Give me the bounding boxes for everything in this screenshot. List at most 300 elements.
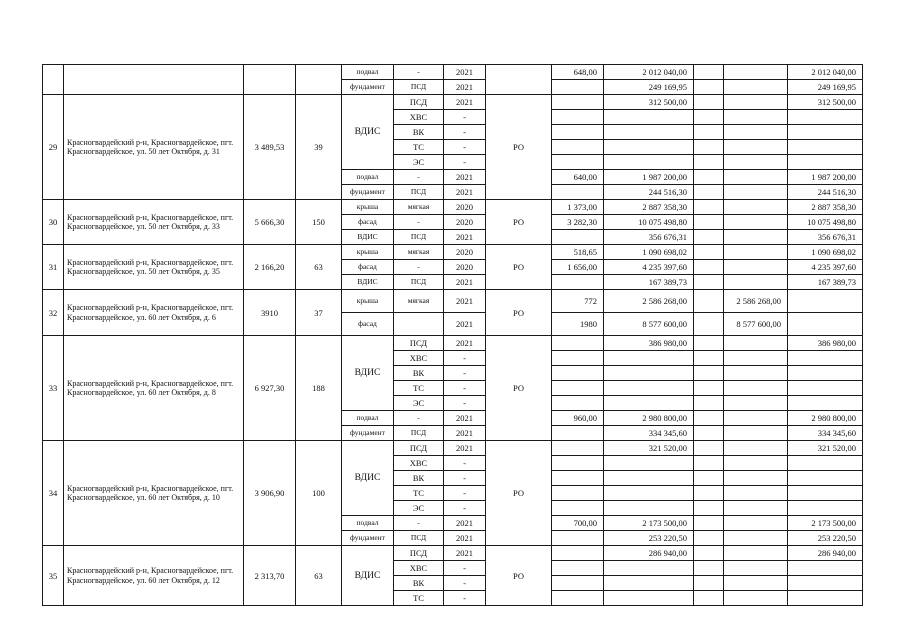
year-cell: 2021	[444, 426, 486, 441]
area-cell: 3 906,90	[244, 441, 296, 546]
residents-cell: 150	[296, 200, 342, 245]
cost-cell	[604, 486, 694, 501]
extra-cell	[694, 65, 724, 80]
extra-cost-cell	[724, 245, 788, 260]
extra-cell	[694, 576, 724, 591]
area-cell	[244, 65, 296, 95]
address-cell: Красногвардейский р-н, Красногвардейское, пгт. Красногвардейское, ул. 60 лет Октября, д. 6	[64, 290, 244, 336]
work-type-cell: ВДИС	[342, 95, 394, 170]
total-cell	[788, 396, 863, 411]
year-cell: -	[444, 125, 486, 140]
extra-cell	[694, 185, 724, 200]
year-cell: -	[444, 110, 486, 125]
total-cell	[788, 140, 863, 155]
extra-cost-cell	[724, 260, 788, 275]
total-cell	[788, 501, 863, 516]
material-cell: ВК	[394, 576, 444, 591]
quantity-cell	[552, 155, 604, 170]
cost-cell: 253 220,50	[604, 531, 694, 546]
residents-cell: 100	[296, 441, 342, 546]
cost-cell: 356 676,31	[604, 230, 694, 245]
work-type-cell: крыша	[342, 200, 394, 215]
material-cell: -	[394, 260, 444, 275]
table-row	[43, 290, 863, 313]
total-cell	[788, 351, 863, 366]
year-cell: -	[444, 501, 486, 516]
total-cell: 1 090 698,02	[788, 245, 863, 260]
material-cell: -	[394, 411, 444, 426]
total-cell	[788, 561, 863, 576]
cost-cell	[604, 366, 694, 381]
extra-cell	[694, 516, 724, 531]
residents-cell: 39	[296, 95, 342, 200]
work-type-cell: подвал	[342, 411, 394, 426]
extra-cost-cell	[724, 200, 788, 215]
extra-cost-cell	[724, 471, 788, 486]
quantity-cell	[552, 396, 604, 411]
extra-cost-cell	[724, 366, 788, 381]
material-cell: ТС	[394, 140, 444, 155]
funding-source-cell: РО	[486, 290, 552, 336]
year-cell: -	[444, 351, 486, 366]
cost-cell	[604, 155, 694, 170]
cost-cell	[604, 561, 694, 576]
extra-cell	[694, 140, 724, 155]
extra-cost-cell	[724, 441, 788, 456]
row-number: 31	[43, 245, 64, 290]
year-cell: -	[444, 471, 486, 486]
quantity-cell	[552, 275, 604, 290]
address-cell: Красногвардейский р-н, Красногвардейское, пгт. Красногвардейское, ул. 50 лет Октября, д. 31	[64, 95, 244, 200]
work-type-cell: фасад	[342, 313, 394, 336]
work-type-cell: ВДИС	[342, 336, 394, 411]
quantity-cell	[552, 456, 604, 471]
total-cell: 249 169,95	[788, 80, 863, 95]
extra-cell	[694, 200, 724, 215]
year-cell: -	[444, 561, 486, 576]
table-row	[43, 200, 863, 215]
total-cell: 4 235 397,60	[788, 260, 863, 275]
material-cell: ПСД	[394, 80, 444, 95]
cost-cell: 2 887 358,30	[604, 200, 694, 215]
work-type-cell: ВДИС	[342, 546, 394, 606]
cost-cell: 2 173 500,00	[604, 516, 694, 531]
area-cell: 3 489,53	[244, 95, 296, 200]
extra-cost-cell	[724, 170, 788, 185]
total-cell	[788, 456, 863, 471]
cost-cell	[604, 576, 694, 591]
funding-source-cell: РО	[486, 546, 552, 606]
extra-cost-cell	[724, 591, 788, 606]
extra-cost-cell: 2 586 268,00	[724, 290, 788, 313]
extra-cost-cell	[724, 456, 788, 471]
total-cell	[788, 313, 863, 336]
quantity-cell: 640,00	[552, 170, 604, 185]
material-cell: -	[394, 516, 444, 531]
row-number: 33	[43, 336, 64, 441]
row-number	[43, 65, 64, 95]
total-cell: 2 173 500,00	[788, 516, 863, 531]
area-cell: 2 313,70	[244, 546, 296, 606]
extra-cell	[694, 471, 724, 486]
cost-cell: 1 090 698,02	[604, 245, 694, 260]
cost-cell: 2 012 040,00	[604, 65, 694, 80]
material-cell: ЭС	[394, 155, 444, 170]
area-cell: 2 166,20	[244, 245, 296, 290]
cost-cell: 286 940,00	[604, 546, 694, 561]
funding-source-cell: РО	[486, 441, 552, 546]
row-number: 32	[43, 290, 64, 336]
year-cell: 2021	[444, 95, 486, 110]
total-cell	[788, 110, 863, 125]
extra-cell	[694, 501, 724, 516]
table-row	[43, 65, 863, 80]
total-cell: 244 516,30	[788, 185, 863, 200]
quantity-cell	[552, 336, 604, 351]
quantity-cell: 1 373,00	[552, 200, 604, 215]
extra-cost-cell	[724, 576, 788, 591]
extra-cell	[694, 411, 724, 426]
extra-cost-cell	[724, 230, 788, 245]
area-cell: 6 927,30	[244, 336, 296, 441]
total-cell	[788, 486, 863, 501]
material-cell: ТС	[394, 591, 444, 606]
extra-cost-cell	[724, 336, 788, 351]
year-cell: -	[444, 366, 486, 381]
quantity-cell	[552, 561, 604, 576]
year-cell: -	[444, 486, 486, 501]
residents-cell: 37	[296, 290, 342, 336]
material-cell: ЭС	[394, 396, 444, 411]
work-type-cell: фундамент	[342, 80, 394, 95]
work-type-cell: подвал	[342, 516, 394, 531]
material-cell: -	[394, 170, 444, 185]
cost-cell: 4 235 397,60	[604, 260, 694, 275]
cost-cell	[604, 471, 694, 486]
quantity-cell: 1980	[552, 313, 604, 336]
extra-cell	[694, 155, 724, 170]
extra-cell	[694, 170, 724, 185]
total-cell: 2 980 800,00	[788, 411, 863, 426]
table-row	[43, 441, 863, 456]
cost-cell	[604, 501, 694, 516]
cost-cell	[604, 125, 694, 140]
quantity-cell: 1 656,00	[552, 260, 604, 275]
extra-cost-cell	[724, 80, 788, 95]
extra-cost-cell	[724, 516, 788, 531]
table-row	[43, 336, 863, 351]
row-number: 30	[43, 200, 64, 245]
cost-cell: 312 500,00	[604, 95, 694, 110]
year-cell: 2021	[444, 170, 486, 185]
extra-cost-cell	[724, 110, 788, 125]
quantity-cell	[552, 110, 604, 125]
material-cell: ХВС	[394, 456, 444, 471]
material-cell: ХВС	[394, 110, 444, 125]
extra-cell	[694, 561, 724, 576]
year-cell: -	[444, 456, 486, 471]
quantity-cell	[552, 576, 604, 591]
extra-cell	[694, 441, 724, 456]
table-row	[43, 245, 863, 260]
quantity-cell	[552, 140, 604, 155]
residents-cell: 188	[296, 336, 342, 441]
year-cell: 2021	[444, 531, 486, 546]
cost-cell	[604, 396, 694, 411]
material-cell: ЭС	[394, 501, 444, 516]
extra-cell	[694, 95, 724, 110]
quantity-cell	[552, 531, 604, 546]
extra-cost-cell	[724, 426, 788, 441]
quantity-cell	[552, 546, 604, 561]
work-type-cell: крыша	[342, 290, 394, 313]
extra-cell	[694, 125, 724, 140]
extra-cost-cell	[724, 561, 788, 576]
work-type-cell: фундамент	[342, 531, 394, 546]
extra-cell	[694, 351, 724, 366]
material-cell: ХВС	[394, 351, 444, 366]
total-cell: 312 500,00	[788, 95, 863, 110]
total-cell	[788, 290, 863, 313]
extra-cost-cell	[724, 140, 788, 155]
cost-cell: 2 980 800,00	[604, 411, 694, 426]
work-type-cell: фасад	[342, 260, 394, 275]
funding-source-cell: РО	[486, 336, 552, 441]
cost-cell: 249 169,95	[604, 80, 694, 95]
funding-source-cell: РО	[486, 245, 552, 290]
extra-cell	[694, 456, 724, 471]
work-type-cell: крыша	[342, 245, 394, 260]
material-cell: ПСД	[394, 95, 444, 110]
row-number: 35	[43, 546, 64, 606]
quantity-cell	[552, 366, 604, 381]
material-cell: -	[394, 65, 444, 80]
year-cell: -	[444, 576, 486, 591]
material-cell	[394, 313, 444, 336]
year-cell: -	[444, 591, 486, 606]
extra-cell	[694, 381, 724, 396]
cost-cell: 321 520,00	[604, 441, 694, 456]
total-cell	[788, 471, 863, 486]
material-cell: ПСД	[394, 275, 444, 290]
year-cell: 2021	[444, 441, 486, 456]
year-cell: 2021	[444, 230, 486, 245]
material-cell: -	[394, 215, 444, 230]
year-cell: -	[444, 155, 486, 170]
cost-cell: 2 586 268,00	[604, 290, 694, 313]
quantity-cell	[552, 426, 604, 441]
quantity-cell: 960,00	[552, 411, 604, 426]
work-type-cell: подвал	[342, 65, 394, 80]
extra-cell	[694, 313, 724, 336]
year-cell: 2020	[444, 245, 486, 260]
material-cell: ПСД	[394, 230, 444, 245]
work-type-cell: ВДИС	[342, 441, 394, 516]
repair-program-table	[42, 64, 863, 606]
extra-cost-cell	[724, 275, 788, 290]
year-cell: 2021	[444, 275, 486, 290]
extra-cell	[694, 110, 724, 125]
total-cell	[788, 125, 863, 140]
funding-source-cell: РО	[486, 200, 552, 245]
quantity-cell: 700,00	[552, 516, 604, 531]
extra-cost-cell	[724, 215, 788, 230]
year-cell: -	[444, 140, 486, 155]
total-cell	[788, 576, 863, 591]
material-cell: ТС	[394, 381, 444, 396]
extra-cell	[694, 426, 724, 441]
total-cell	[788, 366, 863, 381]
extra-cost-cell	[724, 351, 788, 366]
material-cell: мягкая	[394, 200, 444, 215]
area-cell: 5 666,30	[244, 200, 296, 245]
extra-cell	[694, 366, 724, 381]
quantity-cell	[552, 125, 604, 140]
work-type-cell: ВДИС	[342, 230, 394, 245]
address-cell: Красногвардейский р-н, Красногвардейское, пгт. Красногвардейское, ул. 60 лет Октября, д. 8	[64, 336, 244, 441]
material-cell: ПСД	[394, 546, 444, 561]
cost-cell	[604, 140, 694, 155]
extra-cell	[694, 531, 724, 546]
address-cell: Красногвардейский р-н, Красногвардейское, пгт. Красногвардейское, ул. 50 лет Октября, д. 33	[64, 200, 244, 245]
extra-cell	[694, 396, 724, 411]
cost-cell	[604, 110, 694, 125]
material-cell: ПСД	[394, 531, 444, 546]
extra-cost-cell: 8 577 600,00	[724, 313, 788, 336]
year-cell: 2021	[444, 313, 486, 336]
total-cell: 286 940,00	[788, 546, 863, 561]
year-cell: 2021	[444, 290, 486, 313]
extra-cost-cell	[724, 411, 788, 426]
year-cell: 2021	[444, 80, 486, 95]
material-cell: ПСД	[394, 185, 444, 200]
year-cell: 2020	[444, 215, 486, 230]
total-cell: 386 980,00	[788, 336, 863, 351]
work-type-cell: фундамент	[342, 185, 394, 200]
year-cell: -	[444, 381, 486, 396]
total-cell: 356 676,31	[788, 230, 863, 245]
address-cell: Красногвардейский р-н, Красногвардейское, пгт. Красногвардейское, ул. 50 лет Октября, д. 35	[64, 245, 244, 290]
material-cell: ВК	[394, 366, 444, 381]
extra-cost-cell	[724, 125, 788, 140]
extra-cost-cell	[724, 546, 788, 561]
extra-cost-cell	[724, 65, 788, 80]
quantity-cell	[552, 95, 604, 110]
quantity-cell	[552, 501, 604, 516]
material-cell: ВК	[394, 125, 444, 140]
table-row	[43, 546, 863, 561]
extra-cell	[694, 275, 724, 290]
total-cell	[788, 155, 863, 170]
total-cell: 2 012 040,00	[788, 65, 863, 80]
year-cell: 2021	[444, 65, 486, 80]
extra-cell	[694, 230, 724, 245]
extra-cost-cell	[724, 486, 788, 501]
extra-cost-cell	[724, 185, 788, 200]
cost-cell: 10 075 498,80	[604, 215, 694, 230]
material-cell: ТС	[394, 486, 444, 501]
extra-cost-cell	[724, 381, 788, 396]
total-cell	[788, 381, 863, 396]
total-cell: 253 220,50	[788, 531, 863, 546]
year-cell: -	[444, 396, 486, 411]
year-cell: 2021	[444, 516, 486, 531]
material-cell: ПСД	[394, 441, 444, 456]
material-cell: ПСД	[394, 426, 444, 441]
extra-cell	[694, 215, 724, 230]
total-cell: 321 520,00	[788, 441, 863, 456]
extra-cell	[694, 591, 724, 606]
extra-cost-cell	[724, 95, 788, 110]
address-cell: Красногвардейский р-н, Красногвардейское, пгт. Красногвардейское, ул. 60 лет Октября, д. 12	[64, 546, 244, 606]
row-number: 34	[43, 441, 64, 546]
table-row	[43, 95, 863, 110]
quantity-cell	[552, 351, 604, 366]
quantity-cell	[552, 381, 604, 396]
year-cell: 2021	[444, 185, 486, 200]
total-cell: 1 987 200,00	[788, 170, 863, 185]
residents-cell: 63	[296, 245, 342, 290]
total-cell: 10 075 498,80	[788, 215, 863, 230]
cost-cell	[604, 351, 694, 366]
quantity-cell: 3 282,30	[552, 215, 604, 230]
cost-cell: 167 389,73	[604, 275, 694, 290]
total-cell: 334 345,60	[788, 426, 863, 441]
year-cell: 2021	[444, 411, 486, 426]
total-cell: 2 887 358,30	[788, 200, 863, 215]
work-type-cell: подвал	[342, 170, 394, 185]
extra-cell	[694, 245, 724, 260]
material-cell: ХВС	[394, 561, 444, 576]
year-cell: 2021	[444, 336, 486, 351]
total-cell	[788, 591, 863, 606]
cost-cell	[604, 456, 694, 471]
extra-cell	[694, 290, 724, 313]
material-cell: ПСД	[394, 336, 444, 351]
quantity-cell	[552, 441, 604, 456]
quantity-cell	[552, 486, 604, 501]
cost-cell: 244 516,30	[604, 185, 694, 200]
year-cell: 2021	[444, 546, 486, 561]
quantity-cell	[552, 185, 604, 200]
quantity-cell: 772	[552, 290, 604, 313]
funding-source-cell	[486, 65, 552, 95]
funding-source-cell: РО	[486, 95, 552, 200]
cost-cell: 8 577 600,00	[604, 313, 694, 336]
quantity-cell	[552, 471, 604, 486]
material-cell: мягкая	[394, 245, 444, 260]
residents-cell: 63	[296, 546, 342, 606]
address-cell	[64, 65, 244, 95]
extra-cost-cell	[724, 396, 788, 411]
area-cell: 3910	[244, 290, 296, 336]
cost-cell	[604, 381, 694, 396]
total-cell: 167 389,73	[788, 275, 863, 290]
extra-cell	[694, 260, 724, 275]
quantity-cell	[552, 230, 604, 245]
work-type-cell: фасад	[342, 215, 394, 230]
work-type-cell: фундамент	[342, 426, 394, 441]
cost-cell: 334 345,60	[604, 426, 694, 441]
material-cell: мягкая	[394, 290, 444, 313]
residents-cell	[296, 65, 342, 95]
extra-cell	[694, 486, 724, 501]
cost-cell	[604, 591, 694, 606]
cost-cell: 1 987 200,00	[604, 170, 694, 185]
extra-cell	[694, 80, 724, 95]
extra-cost-cell	[724, 501, 788, 516]
extra-cost-cell	[724, 531, 788, 546]
